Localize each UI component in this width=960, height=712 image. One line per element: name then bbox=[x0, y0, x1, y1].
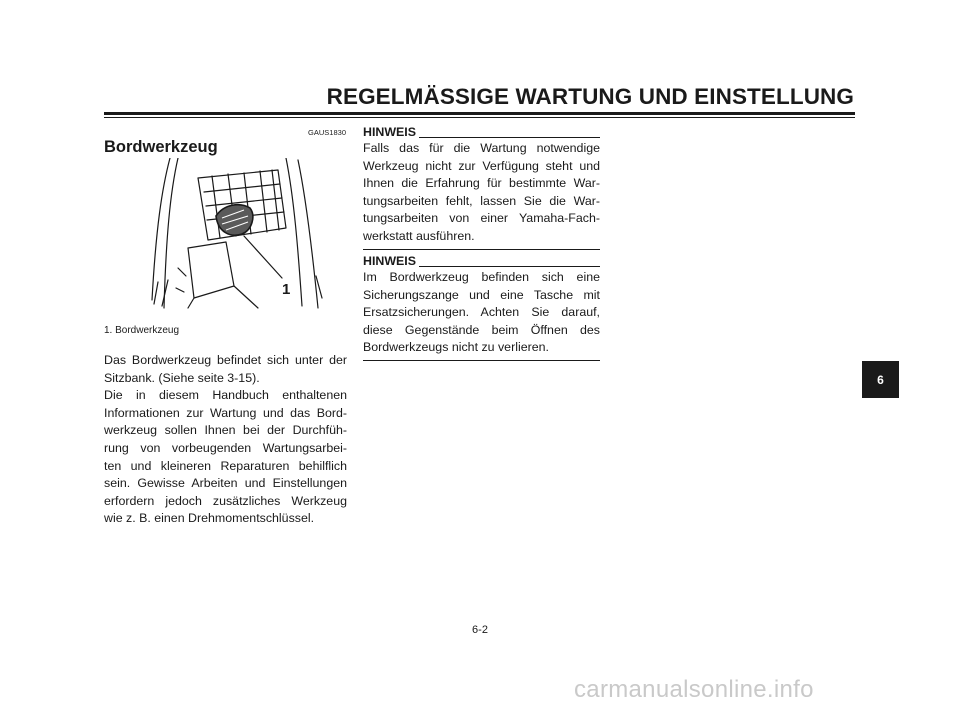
body-line: werkzeug sollen Ihnen bei der Durchfüh- bbox=[104, 423, 347, 438]
note-box-1 bbox=[363, 125, 600, 250]
body-line: rung von vorbeugenden Wartungsarbei- bbox=[104, 440, 347, 455]
note-heading-row bbox=[363, 254, 600, 269]
toolkit-illustration bbox=[148, 158, 348, 316]
chapter-title: REGELMÄSSIGE WARTUNG UND EINSTELLUNG bbox=[326, 84, 854, 109]
section-title: Bordwerkzeug bbox=[104, 138, 218, 156]
note-heading: HINWEIS bbox=[363, 125, 417, 139]
body-line: erfordern jedoch zusätzliches Werkzeug bbox=[104, 493, 347, 508]
body-line: sein. Gewisse Arbeiten und Einstellungen bbox=[104, 476, 347, 491]
body-line: Sitzbank. (Siehe seite 3-15). bbox=[104, 370, 260, 385]
header-rule-thick bbox=[104, 112, 855, 115]
figure-caption: 1. Bordwerkzeug bbox=[104, 325, 180, 336]
note-text: Im Bordwerkzeug befinden sich eine Sicherungszange und eine Tasche mit Ersatzsicherungen. Achten Sie darauf, diese Gegenstände beim Öffnen des Bordwerkzeugs nicht zu verlieren. bbox=[363, 270, 600, 355]
page-number: 6-2 bbox=[472, 624, 488, 636]
body-line: Die in diesem Handbuch enthaltenen bbox=[104, 388, 347, 403]
note-heading-rule bbox=[419, 137, 600, 138]
note-heading: HINWEIS bbox=[363, 254, 417, 268]
note-end-rule bbox=[363, 360, 600, 361]
body-line: ten und kleineren Reparaturen behilflich bbox=[104, 458, 347, 473]
note-heading-row bbox=[363, 125, 600, 140]
note-heading-rule bbox=[419, 266, 600, 267]
note-text: Falls das für die Wartung notwendige Werkzeug nicht zur Verfügung steht und Ihnen die Erfahrung für bestimmte Wartungsarbeiten fehlt, lassen Sie die Wartungsarbeiten von einer Yamaha-Fachwerkstatt ausführen. bbox=[363, 141, 600, 243]
header-rule-thin bbox=[104, 117, 855, 118]
section-body bbox=[104, 352, 347, 528]
watermark-text: carmanualsonline.info bbox=[574, 676, 814, 703]
section-code: GAUS1830 bbox=[308, 128, 346, 137]
body-line: wie z. B. einen Drehmomentschlüssel. bbox=[104, 511, 315, 526]
chapter-tab: 6 bbox=[862, 361, 899, 398]
body-line: Das Bordwerkzeug befindet sich unter der bbox=[104, 353, 347, 367]
note-box-2 bbox=[363, 254, 600, 361]
body-line: Informationen zur Wartung und das Bord- bbox=[104, 405, 347, 420]
note-end-rule bbox=[363, 249, 600, 250]
figure-callout-label: 1 bbox=[282, 281, 291, 298]
